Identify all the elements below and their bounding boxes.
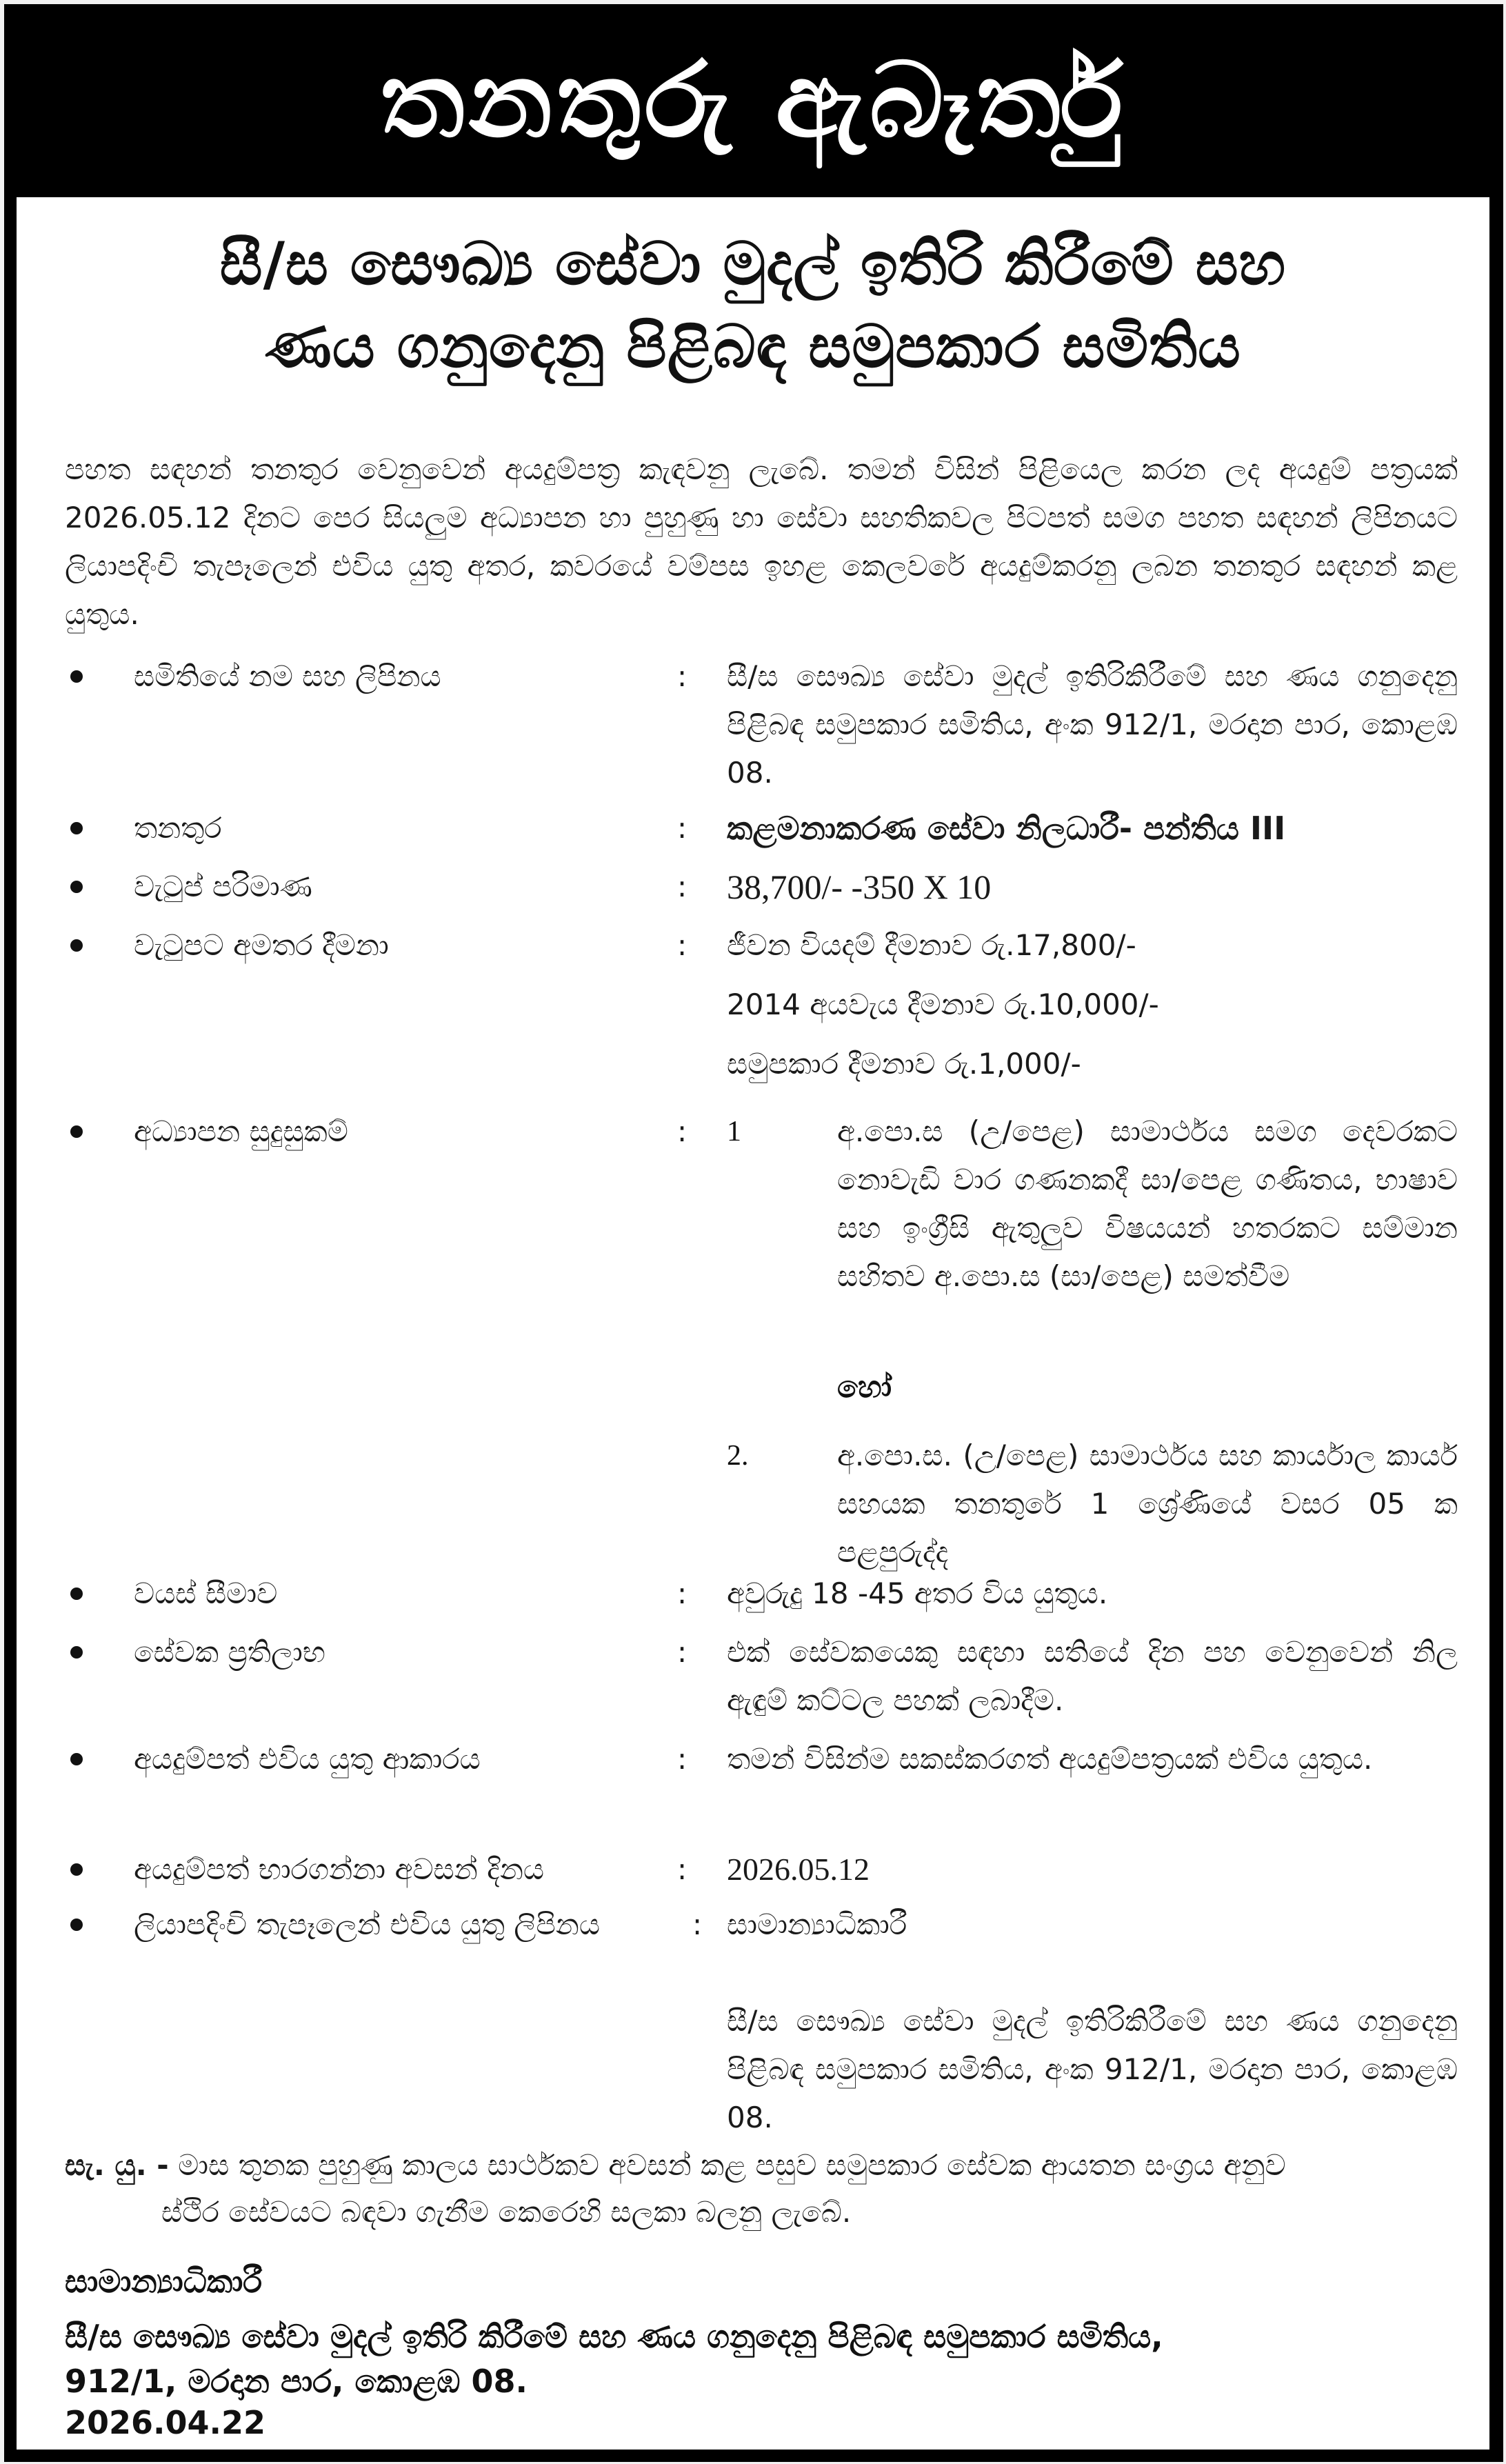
detail-label: ලියාපදිංචි තැපෑලෙන් එවිය යුතු ලිපිනය [134, 1907, 601, 1941]
detail-value: තමන් විසින්ම සකස්කරගත් අයදුම්පත්‍රයක් එවිය යුතුය. [727, 1742, 1373, 1776]
advertisement-body [17, 197, 1489, 2450]
note-heading: සැ. යු. - [65, 2148, 169, 2182]
colon-separator: : [677, 1852, 687, 1886]
colon-separator: : [677, 1742, 687, 1776]
detail-value: අවුරුදු 18 -45 අතර විය යුතුය. [727, 1576, 1108, 1610]
bullet-icon [70, 822, 83, 834]
detail-label: සමිතියේ නම සහ ලිපිනය [134, 659, 441, 693]
detail-value: එක් සේවකයෙකු සඳහා සතියේ දින පහ වෙනුවෙන් නිල ඇඳුම් කට්ටල පහක් ලබාදීම. [727, 1635, 1458, 1717]
detail-label: වයස් සීමාව [134, 1576, 278, 1610]
detail-label: අයදුම්පත් එවිය යුතු ආකාරය [134, 1742, 481, 1776]
bullet-icon [70, 1125, 83, 1138]
detail-label: අයදුම්පත් භාරගන්නා අවසන් දිනය [134, 1852, 545, 1886]
detail-label: අධ්‍යාපන සුදුසුකම් [134, 1114, 348, 1148]
qualification-option-number: 2. [727, 1440, 749, 1472]
banner-title: තනතුරු ඇබෑර්තු [380, 41, 1127, 161]
header-banner [4, 4, 1503, 197]
salary-scale-value: 38,700/- -350 X 10 [727, 868, 992, 906]
note-line-1: මාස තුනක පුහුණු කාලය සාර්ථකව අවසන් කළ පසුව සමුපකාර සේවක ආයතන සංග්‍රය අනුව [178, 2148, 1286, 2182]
colon-separator: : [677, 928, 687, 962]
bullet-icon [70, 670, 83, 683]
bullet-icon [70, 1919, 83, 1931]
qualification-option-1: අ.පො.ස (උ/පෙළ) සාමාර්ථය සමග දෙවරකට නොවැඩි වාර ගණනකදී සා/පෙළ ගණිතය, භාෂාව සහ ඉංග්‍රීසි ඇතුලුව විෂයයන් හතරකට සම්මාන සහිතව අ.පො.ස (සා/පෙළ) සමත්වීම [837, 1114, 1458, 1293]
note-line-2: ස්ථිර සේවයට බඳවා ගැනීම කෙරෙහි සලකා බලනු ලැබේ. [161, 2195, 852, 2229]
allowance-item: 2014 අයවැය දීමනාව රු.10,000/- [727, 988, 1159, 1021]
note-section [65, 2142, 1458, 2236]
organization-title-line-2: ණය ගනුදෙනු පිළිබඳ සමුපකාර සමිතිය [265, 312, 1241, 381]
mailing-recipient: සාමාන්‍යාධිකාරී [727, 1907, 907, 1941]
allowances-list [727, 916, 1458, 1094]
signature-title: සාමාන්‍යාධිකාරී [65, 2263, 263, 2300]
detail-label: වැටුපට අමතර දීමනා [134, 928, 389, 962]
signature-address: 912/1, මරදාන පාර, කොළඹ 08. [65, 2363, 528, 2400]
mailing-address-value: සී/ස සෞඛ්‍ය සේවා මුදල් ඉතිරිකිරීමේ සහ ණය ගනුදෙනු පිළිබඳ සමුපකාර සමිතිය, අංක 912/1, මරදාන පාර, කොළඹ 08. [727, 2004, 1458, 2134]
colon-separator: : [677, 659, 687, 693]
bullet-icon [70, 939, 83, 952]
organization-title-line-1: සී/ස සෞඛ්‍ය සේවා මුදල් ඉතිරි කිරීමේ සහ [219, 230, 1287, 299]
detail-label: වැටුප් පරිමාණ [134, 870, 312, 903]
colon-separator: : [677, 870, 687, 903]
bullet-icon [70, 1753, 83, 1765]
colon-separator: : [677, 1576, 687, 1610]
colon-separator: : [677, 1635, 687, 1669]
allowance-item: ජීවන වියදම් දීමනාව රු.17,800/- [727, 928, 1136, 962]
colon-separator: : [677, 1114, 687, 1148]
colon-separator: : [677, 811, 687, 845]
detail-value: සී/ස සෞඛ්‍ය සේවා මුදල් ඉතිරිකිරීමේ සහ ණය ගනුදෙනු පිළිබඳ සමුපකාර සමිතිය, අංක 912/1, මරදාන පාර, කොළඹ 08. [727, 659, 1458, 790]
qualification-option-number: 1 [727, 1116, 741, 1148]
advertisement-frame [4, 4, 1503, 2462]
bullet-icon [70, 881, 83, 893]
detail-label: තනතුර [134, 811, 222, 845]
closing-date-value: 2026.05.12 [727, 1852, 870, 1887]
bullet-icon [70, 1646, 83, 1659]
detail-label: සේවක ප්‍රතිලාභ [134, 1635, 325, 1669]
signature-date: 2026.04.22 [65, 2404, 266, 2441]
allowance-item: සමුපකාර දීමනාව රු.1,000/- [727, 1047, 1081, 1081]
or-separator: හෝ [837, 1370, 892, 1405]
bullet-icon [70, 1587, 83, 1600]
bullet-icon [70, 1863, 83, 1876]
qualification-option-2: අ.පො.ස. (උ/පෙළ) සාමාර්ථය සහ කාර්යාල කාර්ය සහයක තනතුරේ 1 ශ්‍රේණියේ වසර 05 ක පළපුරුද්ද [837, 1439, 1458, 1569]
colon-separator: : [692, 1907, 703, 1941]
post-title: කළමනාකරණ සේවා නිලධාරී- පන්තිය III [727, 810, 1286, 847]
intro-paragraph: පහත සඳහන් තනතුර වෙනුවෙන් අයදුම්පත්‍ර කැඳවනු ලැබේ. තමන් විසින් පිළියෙල කරන ලද අයදුම් පත්‍රයක් 2026.05.12 දිනට පෙර සියලුම අධ්‍යාපන හා පුහුණු හා සේවා සහතිකවල පිටපත් සමග පහත සඳහන් ලිපිනයට ලියාපදිංචි තැපෑලෙන් එවිය යුතු අතර, කවරයේ වම්පස ඉහළ කෙලවරේ අයදුම්කරනු ලබන තනතුර සඳහන් කළ යුතුය. [65, 452, 1458, 631]
signature-organization: සී/ස සෞඛ්‍ය සේවා මුදල් ඉතිරි කිරීමේ සහ ණය ගනුදෙනු පිළිබඳ සමුපකාර සමිතිය, [65, 2318, 1163, 2355]
